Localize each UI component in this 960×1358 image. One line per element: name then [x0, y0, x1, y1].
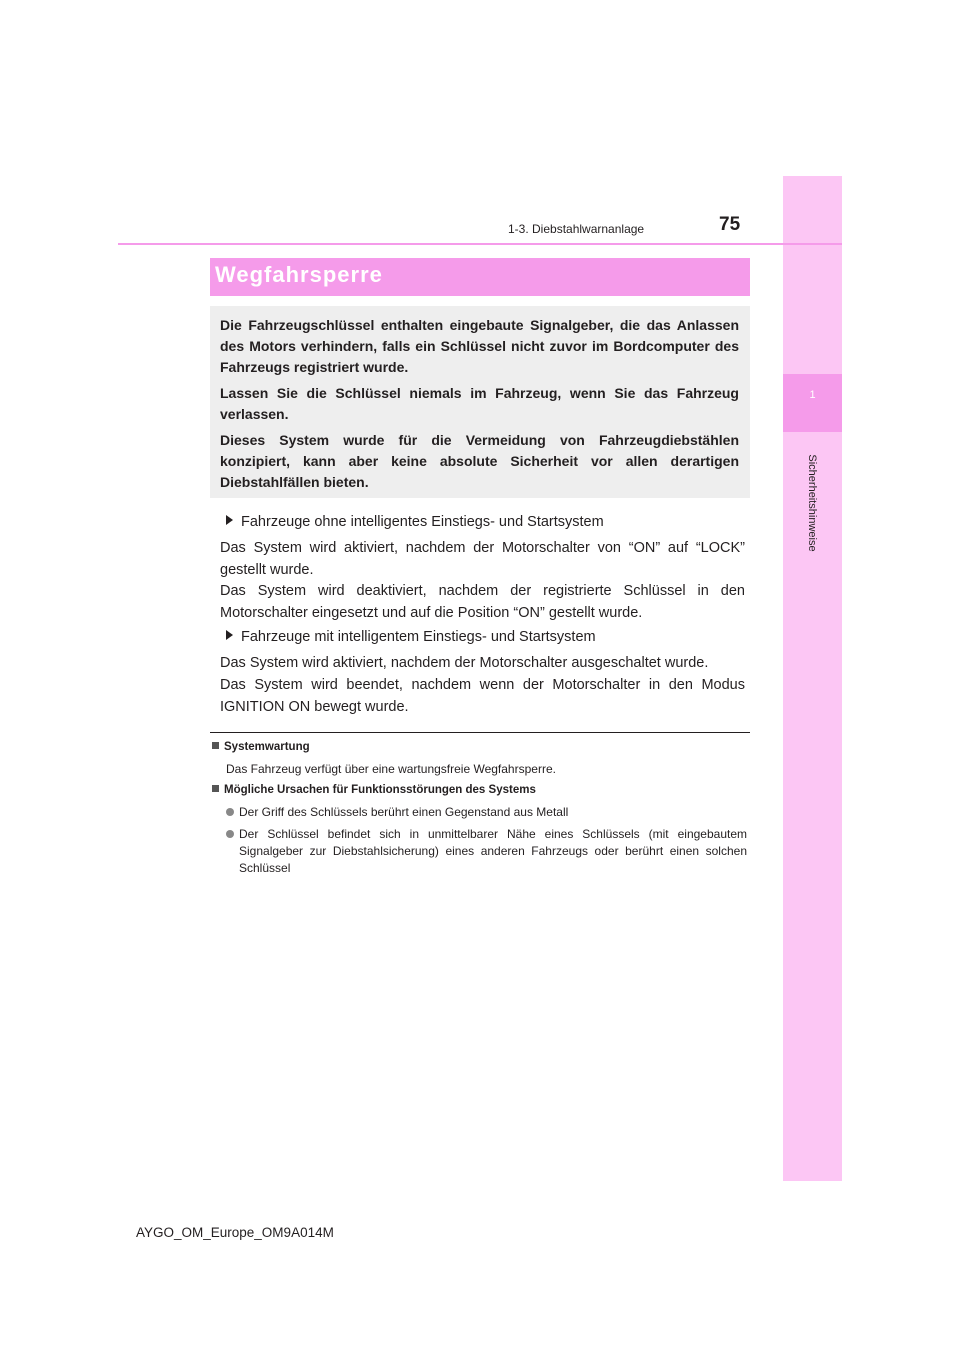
triangle-bullet-icon [226, 515, 233, 525]
body-paragraph: Das System wird deaktiviert, nachdem der registrierte Schlüssel in den Motorschalter eingesetzt und auf die Position “ON” gestellt wurde. [220, 583, 745, 621]
chapter-title: Sicherheitshinweise [806, 454, 818, 552]
note-heading: Systemwartung [212, 741, 310, 753]
intro-paragraph: Lassen Sie die Schlüssel niemals im Fahrzeug, wenn Sie das Fahrzeug verlassen. [220, 385, 739, 422]
cause-item: Der Schlüssel befindet sich in unmittelbarer Nähe eines Schlüssels (mit eingebautem Signalgeber zur Diebstahlsicherung) eines anderen Fahrzeugs oder berührt einen solchen Schlüssel [239, 827, 747, 875]
subsection-heading: Fahrzeuge ohne intelligentes Einstiegs- und Startsystem [226, 512, 604, 533]
square-bullet-icon [212, 785, 219, 792]
page-number: 75 [719, 214, 741, 235]
body-paragraph: Das System wird aktiviert, nachdem der Motorschalter von “ON” auf “LOCK” gestellt wurde. [220, 540, 745, 578]
subsection-heading: Fahrzeuge mit intelligentem Einstiegs- und Startsystem [226, 627, 596, 648]
body-paragraph: Das System wird beendet, nachdem wenn der Motorschalter in den Modus IGNITION ON bewegt wurde. [220, 677, 745, 715]
square-bullet-icon [212, 742, 219, 749]
intro-paragraph: Dieses System wurde für die Vermeidung von Fahrzeugdiebstählen konzipiert, kann aber keine absolute Sicherheit vor allen derartigen Diebstahlfällen bieten. [220, 432, 739, 490]
round-bullet-icon [226, 804, 238, 821]
intro-paragraph: Die Fahrzeugschlüssel enthalten eingebaute Signalgeber, die das Anlassen des Motors verhindern, falls ein Schlüssel nicht zuvor im Bordcomputer des Fahrzeugs registriert wurde. [220, 317, 739, 375]
footer-code: AYGO_OM_Europe_OM9A014M [136, 1225, 334, 1240]
chapter-number: 1 [809, 389, 816, 401]
note-text: Das Fahrzeug verfügt über eine wartungsfreie Wegfahrsperre. [226, 762, 556, 776]
header-divider [118, 243, 842, 245]
note-heading: Mögliche Ursachen für Funktionsstörungen des Systems [212, 784, 536, 796]
round-bullet-icon [226, 826, 238, 843]
chapter-tab [783, 374, 842, 432]
triangle-bullet-icon [226, 630, 233, 640]
chapter-sidebar [783, 176, 842, 1181]
body-paragraph: Das System wird aktiviert, nachdem der Motorschalter ausgeschaltet wurde. [220, 655, 709, 671]
page-title: Wegfahrsperre [215, 262, 383, 287]
cause-item: Der Griff des Schlüssels berührt einen Gegenstand aus Metall [239, 805, 569, 819]
notes-divider [210, 732, 750, 733]
section-header: 1-3. Diebstahlwarnanlage [508, 222, 645, 236]
